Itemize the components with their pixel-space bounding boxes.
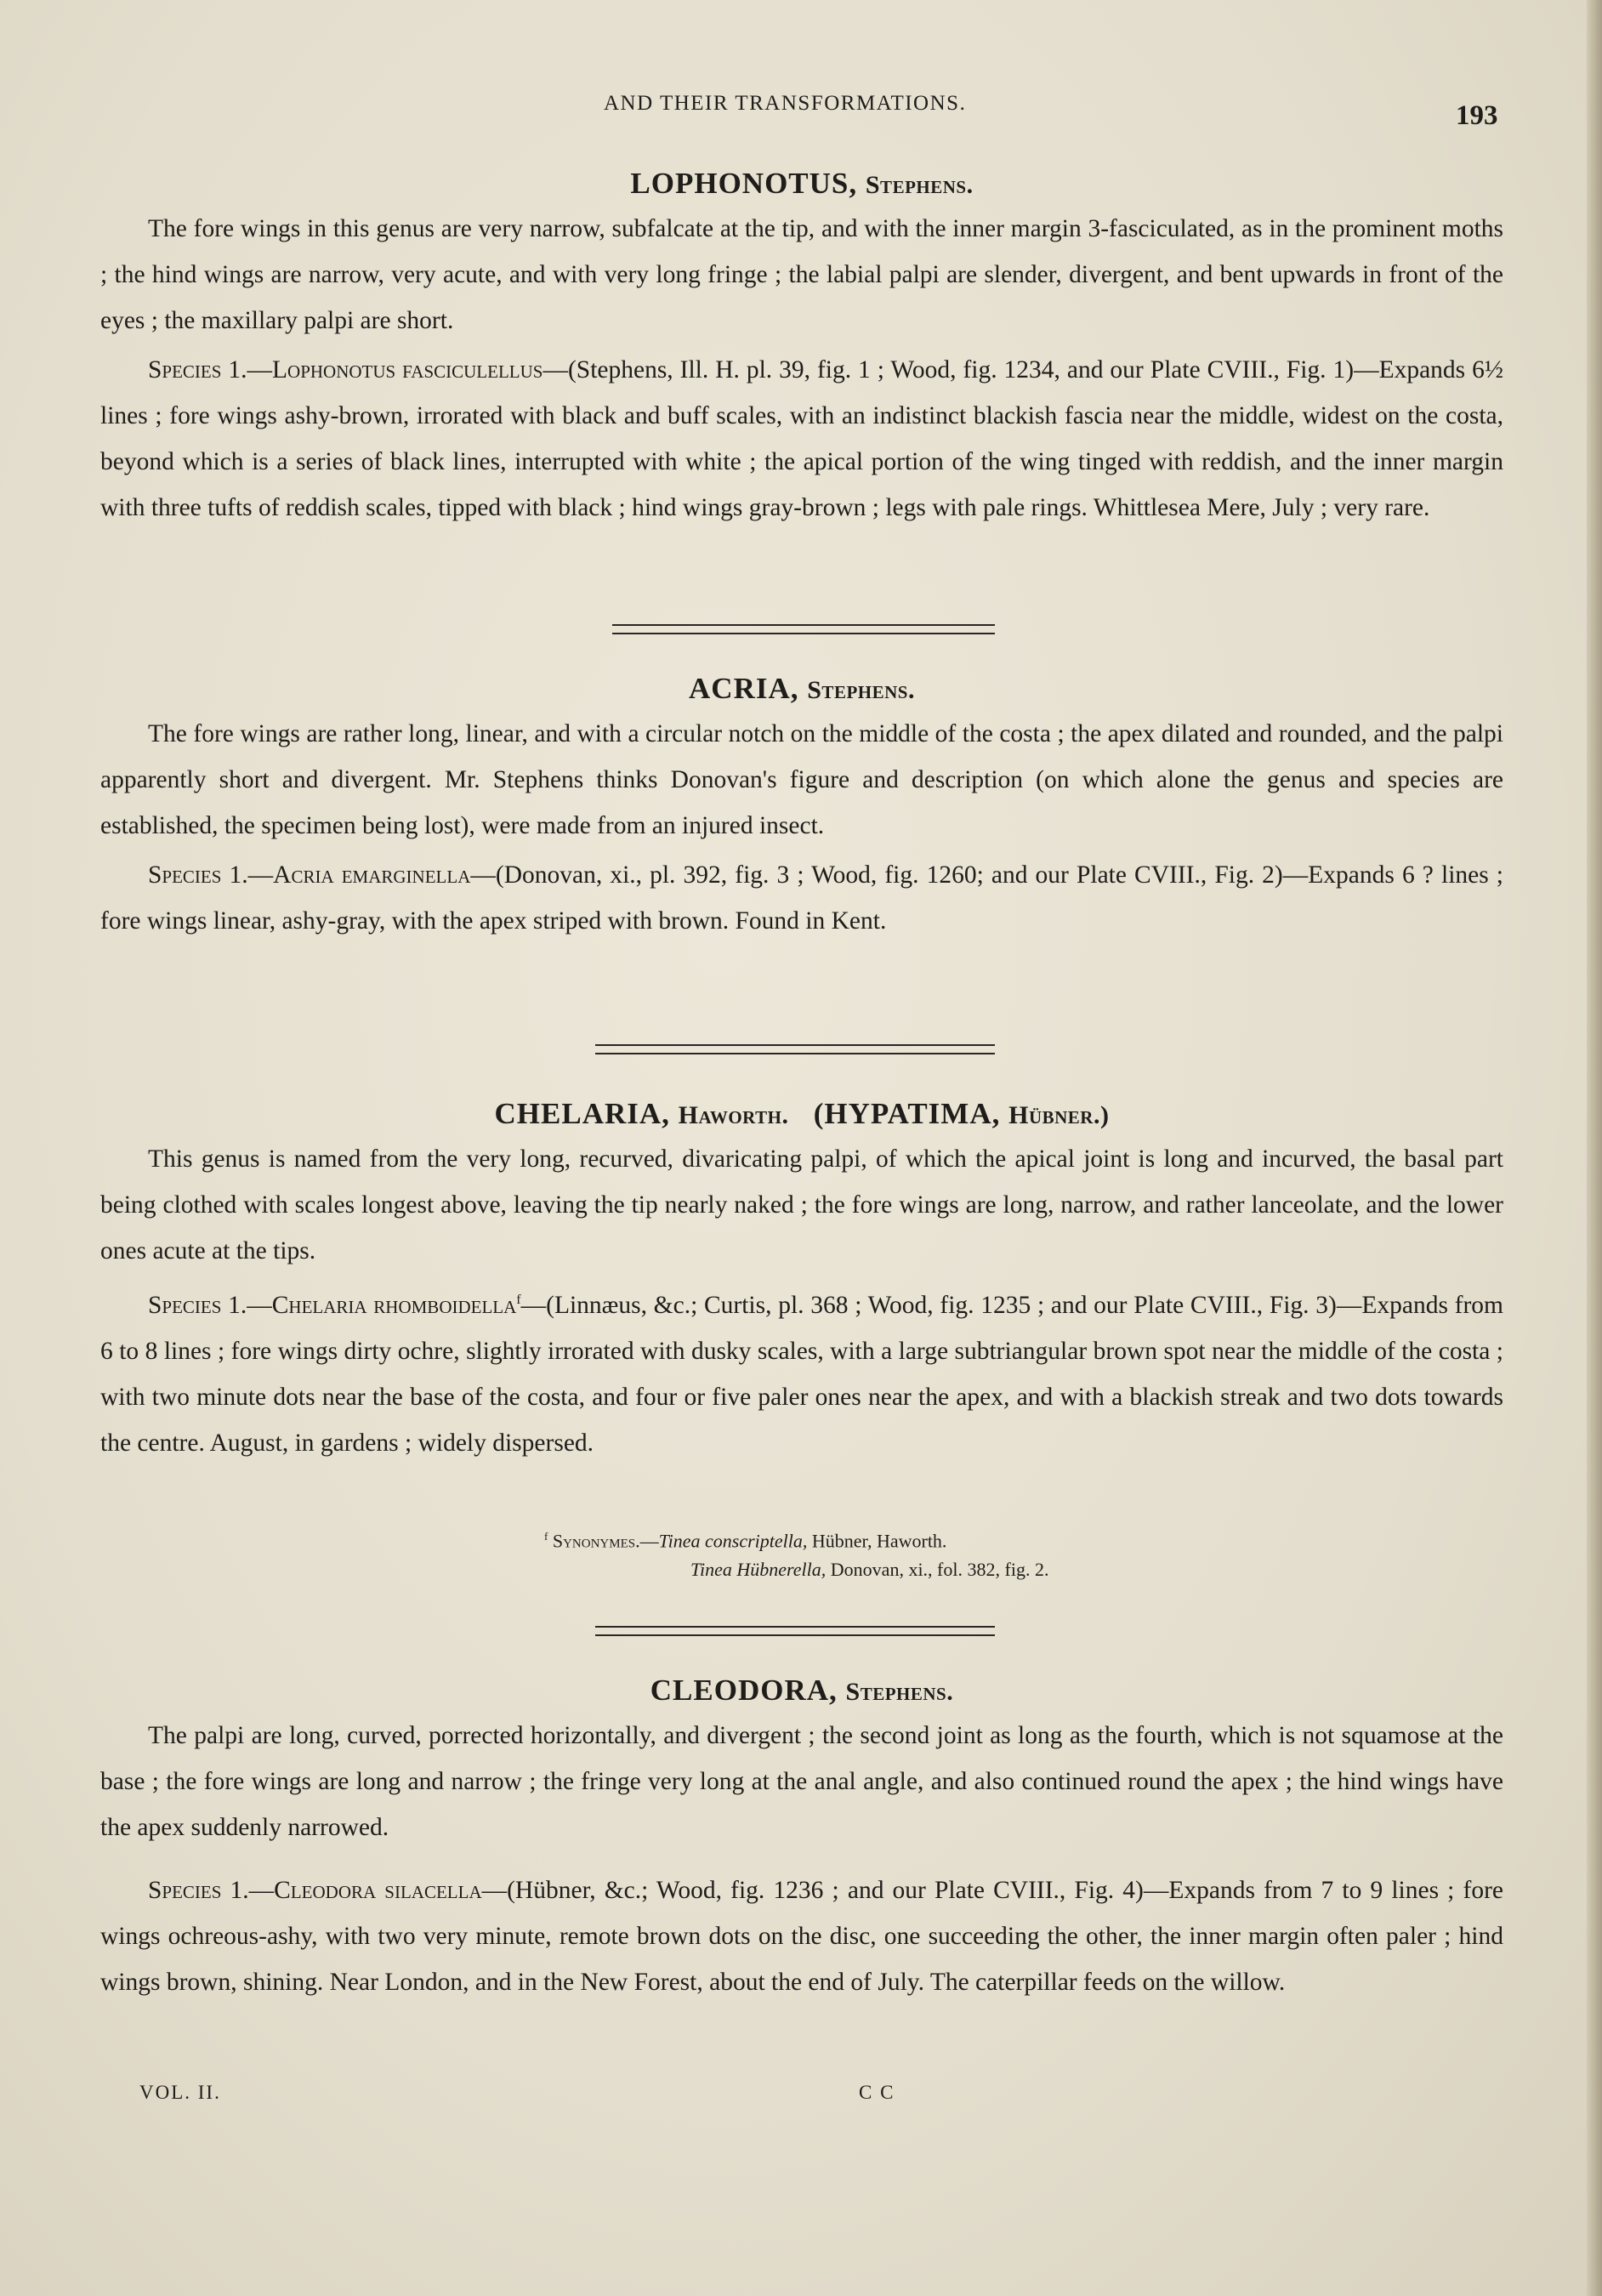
species-text: —(Donovan, xi., pl. 392, fig. 3 ; Wood, fig. 1260; and our Plate CVIII., Fig. 2)—Expands 6 ? lines ; fore wings linear, ashy-gray, with the apex striped with brown. Found in Kent. [100,861,1504,935]
gathering-signature: C C [859,2082,895,2103]
genus-title: LOPHONOTUS, [630,167,858,200]
section-divider [595,1044,995,1054]
species-entry [100,852,1503,944]
section-lophonotus [100,167,1503,531]
section-divider [595,1626,995,1636]
species-entry [100,1867,1503,2005]
section-chelaria [100,1097,1503,1466]
section-heading [100,672,1503,706]
section-cleodora [100,1674,1503,2005]
footnote-label: Synonymes.— [552,1530,659,1552]
genus-description: The fore wings are rather long, linear, and with a circular notch on the middle of the costa ; the apex dilated and rounded, and the palpi apparently short and divergent. Mr. Stephens thinks Donovan's figure and description (on which alone the genus and species are established, the specimen being lost), were made from an injured insect. [100,720,1503,839]
species-label: Species 1.—Chelaria rhomboidella [148,1291,517,1319]
genus-author: Stephens. [807,676,915,704]
species-label: Species 1.—Lophonotus fasciculellus [148,356,543,384]
species-text: —(Linnæus, &c.; Curtis, pl. 368 ; Wood, fig. 1235 ; and our Plate CVIII., Fig. 3)—Expands from 6 to 8 lines ; fore wings dirty ochre, slightly irrorated with dusky scales, with a large subtriangular brown spot near the middle of the costa ; with two minute dots near the base of the costa, and four or five paler ones near the apex, and with a blackish streak and two dots towards the centre. August, in gardens ; widely dispersed. [100,1291,1503,1457]
section-heading [100,1674,1503,1708]
genus-description: The palpi are long, curved, porrected horizontally, and divergent ; the second joint as long as the fourth, which is not squamose at the base ; the fore wings are long and narrow ; the fringe very long at the anal angle, and also continued round the apex ; the hind wings have the apex suddenly narrowed. [100,1722,1503,1841]
volume-signature: VOL. II. [139,2082,221,2103]
species-entry [100,347,1503,531]
genus-author: Haworth. [678,1101,789,1129]
footnote-authors: Donovan, xi., fol. 382, fig. 2. [826,1559,1049,1581]
genus-title: CLEODORA, [650,1674,838,1707]
section-heading [100,167,1503,201]
genus-description: The fore wings in this genus are very narrow, subfalcate at the tip, and with the inner margin 3-fasciculated, as in the prominent moths ; the hind wings are narrow, very acute, and with very long fringe ; the labial palpi are slender, divergent, and bent upwards in front of the eyes ; the maxillary palpi are short. [100,215,1503,334]
footnote-authors: Hübner, Haworth. [807,1530,947,1552]
genus-author: Stephens. [865,171,974,199]
footnote-line [544,1522,1048,1555]
footnote-line [544,1555,1048,1584]
species-label: Species 1.—Cleodora silacella [148,1877,482,1904]
species-text: —(Stephens, Ill. H. pl. 39, fig. 1 ; Wood, fig. 1234, and our Plate CVIII., Fig. 1)—Expands 6½ lines ; fore wings ashy-brown, irrorated with black and buff scales, with an indistinct blackish fascia near the middle, widest on the costa, beyond which is a series of black lines, interrupted with white ; the apical portion of the wing tinged with reddish, and the inner margin with three tufts of reddish scales, tipped with black ; hind wings gray-brown ; legs with pale rings. Whittlesea Mere, July ; very rare. [100,356,1503,521]
species-entry [100,1277,1503,1466]
footnote-reference: f [516,1293,521,1307]
footnote-synonym: Tinea Hübnerella, [690,1559,827,1581]
section-acria [100,672,1503,944]
species-label: Species 1.—Acria emarginella [148,861,471,889]
species-text: —(Hübner, &c.; Wood, fig. 1236 ; and our Plate CVIII., Fig. 4)—Expands from 7 to 9 lines ; fore wings ochreous-ashy, with two very minute, remote brown dots on the disc, one succeeding the other, the inner margin often paler ; hind wings brown, shining. Near London, and in the New Forest, about the end of July. The caterpillar feeds on the willow. [100,1877,1503,1996]
synonym-genus-author: Hübner.) [1008,1101,1110,1129]
footnote-marker: f [544,1530,548,1543]
genus-author: Stephens. [845,1678,954,1706]
synonym-genus-title: (HYPATIMA, [813,1097,1001,1130]
section-divider [612,624,995,634]
footnote [544,1522,1048,1584]
footnote-synonym: Tinea conscriptella, [658,1530,808,1552]
page-number: 193 [1456,100,1498,131]
running-head: AND THEIR TRANSFORMATIONS. [604,92,967,115]
page-edge-shadow [1587,0,1602,2296]
section-heading [100,1097,1503,1131]
genus-description: This genus is named from the very long, recurved, divaricating palpi, of which the apical joint is long and incurved, the basal part being clothed with scales longest above, leaving the tip nearly naked ; the fore wings are long, narrow, and rather lanceolate, and the lower ones acute at the tips. [100,1145,1503,1265]
genus-title: ACRIA, [689,672,799,705]
genus-title: CHELARIA, [494,1097,670,1130]
